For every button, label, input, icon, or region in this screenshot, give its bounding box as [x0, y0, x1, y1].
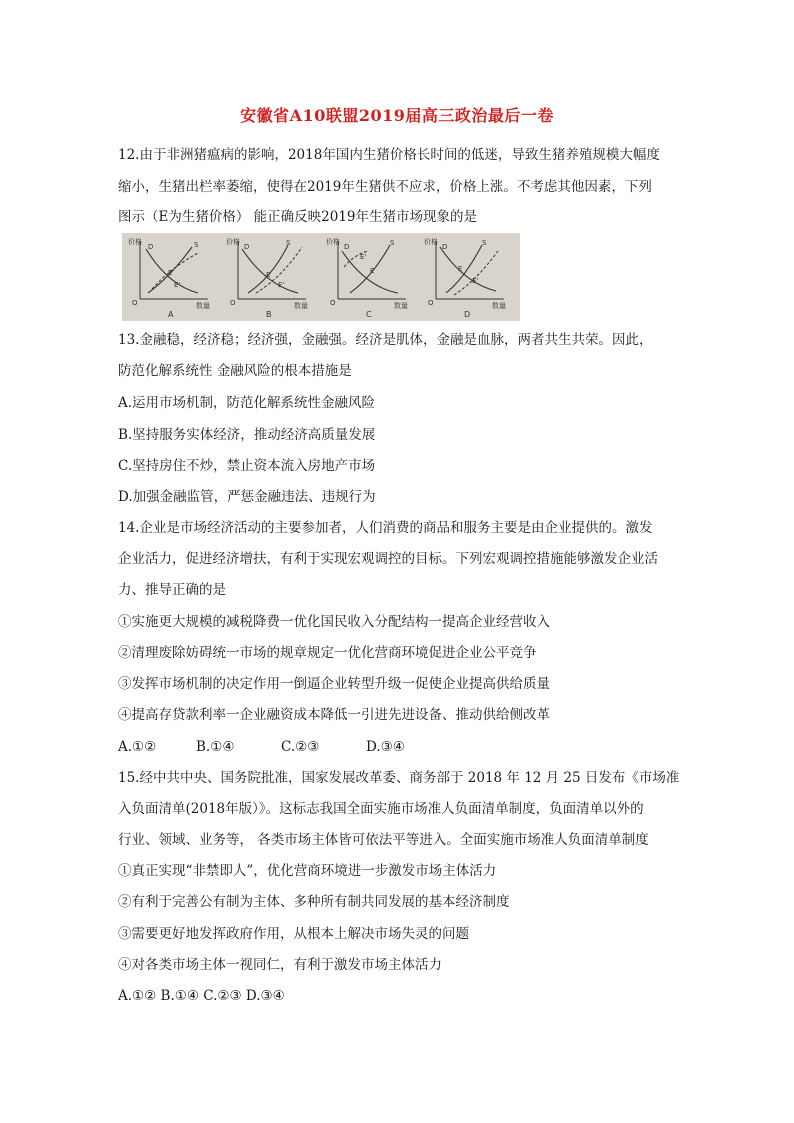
q13-line-2: 防范化解系统性 金融风险的根本措施是 [118, 363, 352, 379]
q12-line-2: 缩小，生猪出栏率萎缩，使得在2019年生猪供不应求，价格上涨。不考虑其他因素，下列 [118, 179, 652, 195]
q14-option-d: D.③④ [366, 739, 405, 755]
point-e-label: E [370, 267, 375, 275]
point-e-prime-label: E' [360, 253, 367, 261]
q12-figure [122, 233, 520, 321]
point-e-label: E [266, 271, 271, 279]
q14-option-b: B.①④ [196, 739, 235, 755]
curve-d-label: D [344, 243, 350, 251]
q15-item-3: ③需要更好地发挥政府作用，从根本上解决市场失灵的问题 [118, 926, 469, 942]
q14-option-c: C.②③ [281, 739, 320, 755]
curve-d-label: D [442, 243, 448, 251]
origin-label: O [132, 299, 138, 307]
panel-label: C [366, 310, 372, 319]
panel-label: B [266, 310, 272, 319]
panel-label: D [464, 310, 471, 319]
q14-option-a: A.①② [118, 739, 157, 755]
point-e-label: E [458, 265, 463, 273]
q14-item-2: ②清理废除妨碍统一市场的规章规定一优化营商环境促进企业公平竞争 [118, 645, 537, 661]
q15-line-1: 15.经中共中央、国务院批准，国家发展改革委、商务部于 2018 年 12 月 25 日发布《市场准 [118, 770, 680, 786]
point-e-prime-label: E' [174, 281, 181, 289]
y-axis-label: 价格 [226, 238, 240, 246]
x-axis-label: 数量 [294, 302, 308, 310]
q12-line-1: 12.由于非洲猪瘟病的影响，2018年国内生猪价格长时间的低迷，导致生猪养殖规模大幅度 [118, 147, 660, 163]
q15-options: A.①② B.①④ C.②③ D.③④ [118, 988, 285, 1004]
point-e-label: E [168, 269, 173, 277]
graph-panel-d [424, 237, 514, 317]
page-title: 安徽省A10联盟2019届高三政治最后一卷 [240, 106, 554, 125]
curve-s-label: S [390, 239, 395, 247]
q13-option-a: A.运用市场机制，防范化解系统性金融风险 [118, 395, 376, 411]
q12-line-3: 图示（E为生猪价格） 能正确反映2019年生猪市场现象的是 [118, 209, 478, 225]
q14-line-3: 力、推导正确的是 [118, 582, 226, 598]
q15-line-2: 入负面清单(2018年版）》。这标志我国全面实施市场准人负面清单制度，负面清单以外的 [118, 801, 644, 817]
q13-line-1: 13.金融稳，经济稳；经济强，金融强。经济是肌体，金融是血脉，两者共生共荣。因此， [118, 332, 653, 348]
y-axis-label: 价格 [326, 238, 340, 246]
x-axis-label: 数量 [492, 302, 506, 310]
origin-label: O [330, 299, 336, 307]
y-axis-label: 价格 [424, 238, 438, 246]
q15-line-3: 行业、领域、业务等， 各类市场主体皆可依法平等进入。全面实施市场准人负面清单制度 [118, 832, 649, 848]
x-axis-label: 数量 [394, 302, 408, 310]
q13-option-b: B.坚持服务实体经济，推动经济高质量发展 [118, 427, 376, 443]
panel-label: A [168, 310, 174, 319]
point-e-prime-label: E' [278, 281, 285, 289]
x-axis-label: 数量 [196, 302, 210, 310]
q14-item-4: ④提高存贷款利率一企业融资成本降低一引进先进设备、推动供给侧改革 [118, 707, 550, 723]
y-axis-label: 价格 [128, 238, 142, 246]
curve-d-label: D [148, 243, 154, 251]
graph-panel-c [326, 237, 416, 317]
q14-item-1: ①实施更大规模的减税降费一优化国民收入分配结构一提高企业经营收入 [118, 614, 550, 630]
curve-s-label: S [482, 239, 487, 247]
q13-option-c: C.坚持房住不炒，禁止资本流入房地产市场 [118, 458, 376, 474]
curve-s-label: S [194, 241, 199, 249]
curve-d-label: D [244, 243, 250, 251]
q14-line-2: 企业活力，促进经济增扶，有利于实现宏观调控的目标。下列宏观调控措施能够激发企业活 [118, 551, 658, 567]
origin-label: O [230, 299, 236, 307]
origin-label: O [428, 299, 434, 307]
q15-item-4: ④对各类市场主体一视同仁，有利于激发市场主体活力 [118, 957, 442, 973]
graph-panel-a [128, 237, 218, 317]
graph-panel-b [226, 237, 316, 317]
point-e-prime-label: E' [472, 277, 479, 285]
q14-line-1: 14.企业是市场经济活动的主要参加者，人们消费的商品和服务主要是由企业提供的。激发 [118, 520, 653, 536]
q14-item-3: ③发挥市场机制的决定作用一倒逼企业转型升级一促使企业提高供给质量 [118, 676, 550, 692]
q13-option-d: D.加强金融监管，严惩金融违法、违规行为 [118, 489, 376, 505]
q15-item-2: ②有利于完善公有制为主体、多种所有制共同发展的基本经济制度 [118, 894, 510, 910]
curve-s-label: S [286, 239, 291, 247]
q15-item-1: ①真正实现“非禁即人”，优化营商环境进一步激发市场主体活力 [118, 863, 497, 879]
